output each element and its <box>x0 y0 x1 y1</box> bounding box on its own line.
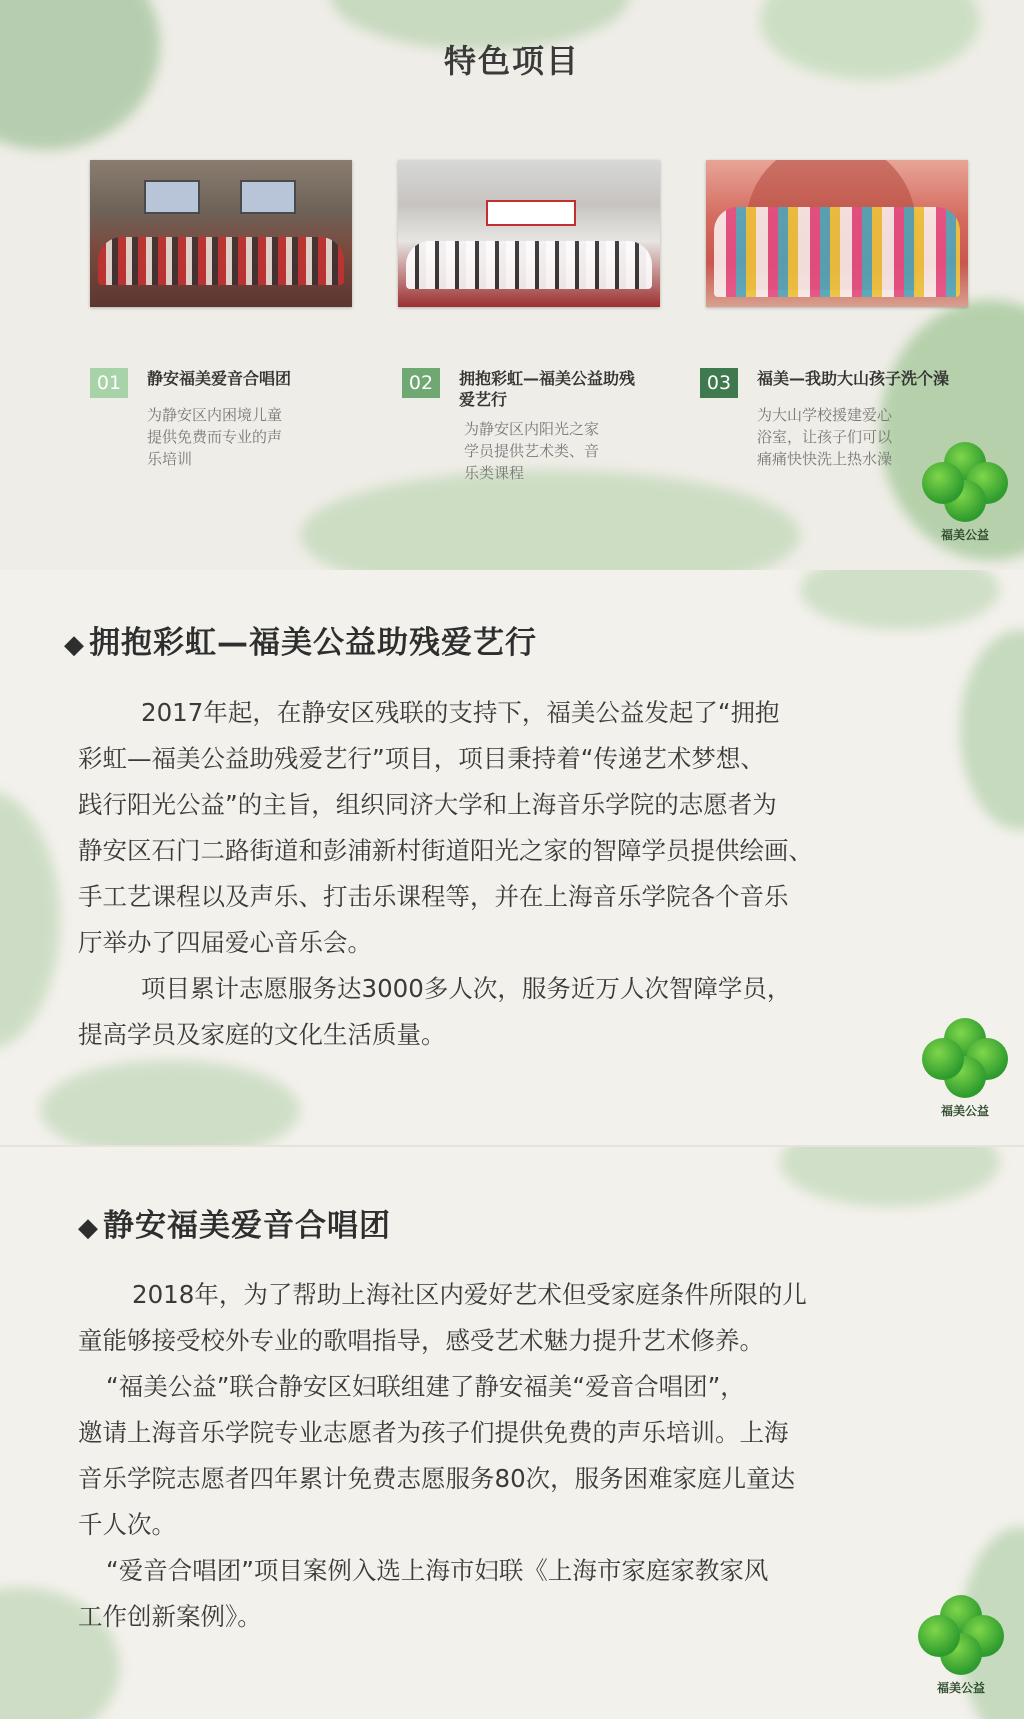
title-line: 爱艺行 <box>459 390 508 409</box>
desc-line: 为大山学校援建爱心 <box>757 406 893 424</box>
watercolor-leaf <box>800 570 1000 630</box>
desc-line: 为静安区内阳光之家 <box>464 420 600 438</box>
watercolor-leaf <box>960 630 1024 830</box>
embrace-rainbow-panel <box>0 570 1024 1145</box>
fumei-logo <box>922 1018 1008 1119</box>
screen <box>240 180 296 214</box>
text-line: 工作创新案例》。 <box>78 1602 262 1631</box>
screen <box>144 180 200 214</box>
text-line: “爱音合唱团”项目案例入选上海市妇联《上海市家庭家教家风 <box>106 1556 769 1585</box>
text-line: 2017年起，在静安区残联的支持下，福美公益发起了“拥抱 <box>141 698 780 727</box>
photo-art-class-group <box>398 160 660 307</box>
item-desc <box>147 404 315 470</box>
desc-line: 痛痛快快洗上热水澡 <box>757 450 893 468</box>
featured-projects-panel <box>0 0 1024 570</box>
section-heading <box>64 617 537 662</box>
fumei-logo <box>918 1595 1004 1696</box>
item-title <box>459 368 659 410</box>
fumei-logo <box>922 442 1008 543</box>
watercolor-leaf <box>40 1060 300 1145</box>
crowd <box>98 237 344 285</box>
section-heading <box>78 1200 391 1245</box>
crowd <box>714 207 960 297</box>
watercolor-leaf <box>0 790 60 1050</box>
diamond-bullet-icon: ◆ <box>64 630 85 660</box>
item-number: 01 <box>90 368 128 398</box>
title-line: 拥抱彩虹—福美公益助残 <box>459 369 636 388</box>
item-desc <box>757 404 925 470</box>
item-title: 福美—我助大山孩子洗个澡 <box>757 369 950 388</box>
diamond-bullet-icon: ◆ <box>78 1213 99 1243</box>
text-line: 提高学员及家庭的文化生活质量。 <box>78 1020 446 1049</box>
desc-line: 乐培训 <box>147 450 193 468</box>
photo-choir-group <box>90 160 352 307</box>
text-line: 静安区石门二路街道和彭浦新村街道阳光之家的智障学员提供绘画、 <box>78 836 813 865</box>
text-line: 彩虹—福美公益助残爱艺行”项目，项目秉持着“传递艺术梦想、 <box>78 744 765 773</box>
desc-line: 浴室，让孩子们可以 <box>757 428 893 446</box>
text-line: 项目累计志愿服务达3000多人次，服务近万人次智障学员， <box>141 974 792 1003</box>
desc-line: 为静安区内困境儿童 <box>147 406 283 424</box>
item-number: 02 <box>402 368 440 398</box>
text-line: 践行阳光公益”的主旨，组织同济大学和上海音乐学院的志愿者为 <box>78 790 777 819</box>
crowd <box>406 241 652 289</box>
logo-text: 福美公益 <box>936 1681 985 1695</box>
text-line: “福美公益”联合静安区妇联组建了静安福美“爱音合唱团”， <box>106 1372 745 1401</box>
heading-text: 静安福美爱音合唱团 <box>103 1208 391 1244</box>
photo-mountain-children <box>706 160 968 307</box>
text-line: 2018年，为了帮助上海社区内爱好艺术但受家庭条件所限的儿 <box>132 1280 807 1309</box>
section-heading: 特色项目 <box>443 42 580 80</box>
banner <box>486 200 576 226</box>
section-body <box>78 1272 910 1640</box>
desc-line: 乐类课程 <box>464 464 525 482</box>
clover-icon <box>922 1018 1008 1098</box>
watercolor-leaf <box>780 1145 1000 1207</box>
section-body <box>78 690 910 1058</box>
text-line: 千人次。 <box>78 1510 176 1539</box>
watercolor-leaf <box>300 470 800 570</box>
item-number: 03 <box>700 368 738 398</box>
item-desc <box>464 418 632 484</box>
desc-line: 学员提供艺术类、音 <box>464 442 600 460</box>
text-line: 厅举办了四届爱心音乐会。 <box>78 928 372 957</box>
heading-text: 拥抱彩虹—福美公益助残爱艺行 <box>89 625 537 661</box>
text-line: 邀请上海音乐学院专业志愿者为孩子们提供免费的声乐培训。上海 <box>78 1418 789 1447</box>
logo-text: 福美公益 <box>940 528 989 542</box>
text-line: 音乐学院志愿者四年累计免费志愿服务80次，服务困难家庭儿童达 <box>78 1464 796 1493</box>
text-line: 童能够接受校外专业的歌唱指导，感受艺术魅力提升艺术修养。 <box>78 1326 764 1355</box>
desc-line: 提供免费而专业的声 <box>147 428 283 446</box>
choir-panel <box>0 1145 1024 1719</box>
clover-icon <box>918 1595 1004 1675</box>
clover-icon <box>922 442 1008 522</box>
item-title: 静安福美爱音合唱团 <box>147 369 292 388</box>
logo-text: 福美公益 <box>940 1104 989 1118</box>
text-line: 手工艺课程以及声乐、打击乐课程等，并在上海音乐学院各个音乐 <box>78 882 789 911</box>
